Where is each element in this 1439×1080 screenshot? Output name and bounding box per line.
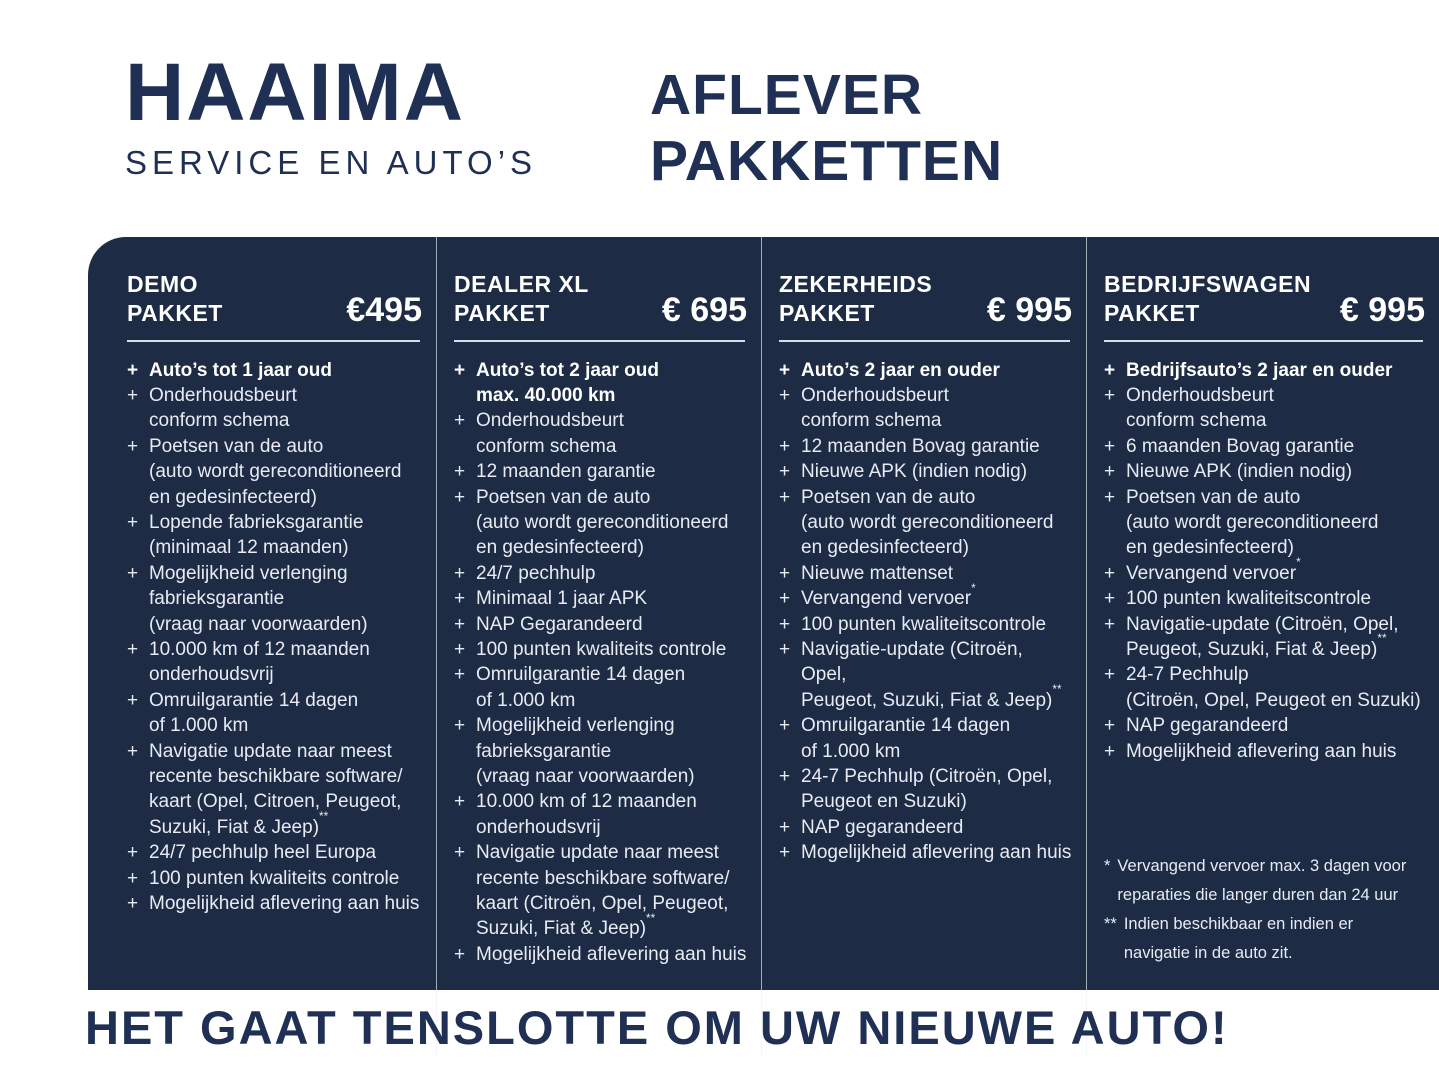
package-item: [127, 637, 422, 688]
packages-panel: [88, 237, 1439, 990]
footnote-ref: **: [319, 810, 329, 824]
package-item-text: 100 punten kwaliteits controle: [149, 867, 400, 889]
plus-icon: +: [779, 588, 791, 610]
package-item-text: 100 punten kwaliteits controle: [476, 638, 727, 660]
plus-icon: +: [454, 715, 466, 737]
package-item-text: 24-7 Pechhulp (Citroën, Opel, Peugeot en Suzuki): [801, 766, 1053, 813]
footnote-marker: **: [1104, 915, 1117, 933]
package-item: [454, 789, 747, 840]
package-item: [454, 637, 747, 662]
package-item-text: Mogelijkheid aflevering aan huis: [1126, 740, 1397, 762]
plus-icon: +: [127, 867, 139, 889]
package-item-text: Vervangend vervoer*: [1126, 556, 1301, 584]
package-divider: [1104, 340, 1423, 342]
package-item: [454, 713, 747, 789]
plus-icon: +: [779, 766, 791, 787]
package-item-text: 12 maanden Bovag garantie: [801, 435, 1040, 457]
package-item: [127, 510, 422, 561]
package-column-4: [1086, 237, 1439, 1055]
package-divider: [127, 340, 420, 342]
package-item: [454, 662, 747, 713]
package-item: [779, 581, 1072, 611]
footnote-text: Indien beschikbaar en indien er navigatie in de auto zit.: [1123, 915, 1354, 962]
footnote: [1104, 852, 1425, 910]
package-divider: [454, 340, 745, 342]
package-item: [779, 764, 1072, 815]
plus-icon: +: [1104, 562, 1116, 584]
package-item-text: Onderhoudsbeurt conform schema: [476, 410, 624, 457]
package-item: [1104, 662, 1425, 713]
package-item-text: Navigatie-update (Citroën, Opel, Peugeot, Suzuki, Fiat & Jeep)**: [1126, 613, 1399, 660]
plus-icon: +: [1104, 461, 1116, 483]
package-item: [779, 561, 1072, 586]
package-header: [127, 270, 422, 328]
package-item: [454, 612, 747, 637]
package-item: [127, 891, 422, 916]
plus-icon: +: [779, 638, 791, 660]
brand-logo: [125, 47, 538, 182]
package-item: [454, 942, 747, 967]
plus-icon: +: [779, 486, 791, 508]
plus-icon: +: [127, 842, 139, 864]
footnote-ref: *: [1296, 556, 1301, 570]
package-item: [454, 459, 747, 484]
package-item-text: 24/7 pechhulp heel Europa: [149, 842, 377, 864]
plus-icon: +: [454, 842, 466, 864]
package-item-text: Lopende fabrieksgarantie (minimaal 12 maanden): [149, 511, 364, 559]
plus-icon: +: [127, 359, 139, 381]
package-item-text: Mogelijkheid verlenging fabrieksgarantie (vraag naar voorwaarden): [476, 715, 695, 787]
plus-icon: +: [127, 689, 139, 711]
package-item-text: 10.000 km of 12 maanden onderhoudsvrij: [476, 791, 697, 838]
package-price: €495: [346, 290, 422, 329]
package-item: [127, 434, 422, 510]
package-name: BEDRIJFSWAGEN PAKKET: [1104, 271, 1312, 326]
package-item: [454, 840, 747, 942]
package-column-2: [436, 237, 761, 1055]
package-item: [779, 840, 1072, 865]
plus-icon: +: [1104, 613, 1116, 635]
plus-icon: +: [454, 359, 466, 381]
plus-icon: +: [779, 359, 791, 381]
footnote-ref: **: [1377, 632, 1387, 646]
package-item: [127, 739, 422, 841]
package-name: DEMO PAKKET: [127, 271, 223, 326]
page-title: [650, 62, 1003, 194]
plus-icon: +: [454, 664, 466, 686]
package-item: [1104, 586, 1425, 611]
package-item-text: Nieuwe APK (indien nodig): [801, 461, 1028, 483]
plus-icon: +: [1104, 435, 1116, 457]
package-item-text: Poetsen van de auto (auto wordt gereconditioneerd en gedesinfecteerd): [1126, 486, 1379, 559]
package-divider: [779, 340, 1070, 342]
package-item-text: Auto’s 2 jaar en ouder: [801, 359, 1000, 381]
package-item-text: Poetsen van de auto (auto wordt gereconditioneerd en gedesinfecteerd): [149, 435, 402, 508]
package-header: [779, 270, 1072, 328]
package-item-text: 10.000 km of 12 maanden onderhoudsvrij: [149, 638, 370, 686]
package-item: [454, 485, 747, 561]
package-item-text: 100 punten kwaliteitscontrole: [1126, 588, 1372, 610]
plus-icon: +: [779, 384, 791, 406]
plus-icon: +: [454, 791, 466, 813]
package-item: [1104, 383, 1425, 434]
package-item-text: NAP gegarandeerd: [801, 816, 964, 838]
package-item-text: Onderhoudsbeurt conform schema: [1126, 384, 1274, 432]
page-title-line1: AFLEVER: [650, 63, 924, 127]
plus-icon: +: [454, 461, 466, 483]
package-item-text: Omruilgarantie 14 dagen of 1.000 km: [149, 689, 359, 737]
plus-icon: +: [1104, 740, 1116, 762]
package-item: [779, 358, 1072, 383]
plus-icon: +: [779, 435, 791, 457]
footer-slogan: HET GAAT TENSLOTTE OM UW NIEUWE AUTO!: [85, 1001, 1229, 1054]
package-item-text: Auto’s tot 2 jaar oud max. 40.000 km: [476, 359, 659, 406]
package-item: [127, 866, 422, 891]
package-header: [454, 270, 747, 328]
package-item-text: Mogelijkheid aflevering aan huis: [476, 943, 747, 965]
plus-icon: +: [1104, 715, 1116, 737]
package-item: [454, 408, 747, 459]
package-item: [1104, 459, 1425, 484]
package-item-text: 100 punten kwaliteitscontrole: [801, 613, 1047, 635]
package-item-list: [779, 358, 1072, 866]
plus-icon: +: [779, 562, 791, 584]
package-item-text: 24/7 pechhulp: [476, 562, 596, 584]
package-item: [1104, 612, 1425, 663]
footnote-text: Vervangend vervoer max. 3 dagen voor reparaties die langer duren dan 24 uur: [1117, 857, 1407, 904]
plus-icon: +: [779, 715, 791, 737]
package-item: [779, 485, 1072, 561]
plus-icon: +: [127, 562, 139, 584]
package-item-text: Poetsen van de auto (auto wordt gereconditioneerd en gedesinfecteerd): [476, 486, 729, 559]
package-item: [127, 840, 422, 865]
package-footnotes: [1104, 852, 1425, 968]
plus-icon: +: [127, 511, 139, 533]
plus-icon: +: [1104, 664, 1116, 686]
package-item: [779, 612, 1072, 637]
plus-icon: +: [779, 461, 791, 483]
package-item: [779, 637, 1072, 713]
plus-icon: +: [454, 638, 466, 660]
package-item-text: 24-7 Pechhulp (Citroën, Opel, Peugeot en Suzuki): [1126, 664, 1421, 711]
package-item-list: [127, 358, 422, 917]
package-price: € 695: [661, 290, 747, 329]
plus-icon: +: [127, 893, 139, 915]
package-item-text: Omruilgarantie 14 dagen of 1.000 km: [801, 715, 1011, 762]
package-item-list: [1104, 358, 1425, 765]
package-item-text: 6 maanden Bovag garantie: [1126, 435, 1355, 457]
package-price: € 995: [986, 290, 1072, 329]
brand-name: HAAIMA: [125, 47, 465, 138]
plus-icon: +: [454, 410, 466, 432]
plus-icon: +: [127, 740, 139, 762]
plus-icon: +: [454, 943, 466, 965]
package-item-text: Bedrijfsauto’s 2 jaar en ouder: [1126, 359, 1393, 381]
package-column-3: [761, 237, 1086, 1055]
plus-icon: +: [779, 613, 791, 635]
package-column-1: [88, 237, 436, 1055]
package-item: [779, 434, 1072, 459]
package-item: [1104, 434, 1425, 459]
package-name: DEALER XL PAKKET: [454, 271, 589, 326]
plus-icon: +: [454, 588, 466, 610]
footnote: [1104, 910, 1425, 968]
package-item-text: Minimaal 1 jaar APK: [476, 588, 648, 610]
package-item: [779, 713, 1072, 764]
package-item: [127, 688, 422, 739]
package-item: [1104, 713, 1425, 738]
package-item-text: Mogelijkheid aflevering aan huis: [149, 893, 420, 915]
plus-icon: +: [127, 384, 139, 406]
footnote-ref: *: [971, 581, 976, 595]
package-item: [1104, 485, 1425, 561]
footnote-ref: **: [646, 911, 656, 925]
plus-icon: +: [779, 816, 791, 838]
package-item-text: Vervangend vervoer*: [801, 581, 976, 610]
package-item: [127, 358, 422, 383]
package-item-text: Mogelijkheid verlenging fabrieksgarantie (vraag naar voorwaarden): [149, 562, 368, 635]
package-item: [1104, 556, 1425, 586]
package-item-text: Navigatie update naar meest recente beschikbare software/ kaart (Opel, Citroen, Peugeot, Suzuki, Fiat & Jeep)**: [149, 740, 403, 838]
package-item: [779, 459, 1072, 484]
plus-icon: +: [1104, 588, 1116, 610]
plus-icon: +: [454, 562, 466, 584]
package-item: [779, 815, 1072, 840]
package-item: [1104, 358, 1425, 383]
package-item-text: Onderhoudsbeurt conform schema: [801, 384, 949, 432]
package-item-text: 12 maanden garantie: [476, 461, 656, 483]
plus-icon: +: [454, 486, 466, 508]
package-item: [454, 561, 747, 586]
package-item: [127, 561, 422, 637]
package-item-text: Nieuwe mattenset: [801, 562, 954, 584]
plus-icon: +: [1104, 486, 1116, 508]
package-item-text: NAP Gegarandeerd: [476, 613, 643, 635]
package-item: [454, 586, 747, 611]
footnote-ref: **: [1052, 683, 1062, 697]
brand-tagline: SERVICE EN AUTO’S: [125, 144, 538, 181]
plus-icon: +: [127, 435, 139, 457]
package-item-text: Omruilgarantie 14 dagen of 1.000 km: [476, 664, 686, 711]
package-item-text: NAP gegarandeerd: [1126, 715, 1289, 737]
plus-icon: +: [127, 638, 139, 660]
package-item: [779, 383, 1072, 434]
package-header: [1104, 270, 1425, 328]
package-price: € 995: [1339, 290, 1425, 329]
package-item-text: Mogelijkheid aflevering aan huis: [801, 842, 1072, 864]
package-item: [454, 358, 747, 409]
plus-icon: +: [454, 613, 466, 635]
package-item-text: Onderhoudsbeurt conform schema: [149, 384, 297, 432]
plus-icon: +: [1104, 359, 1116, 381]
package-item-text: Auto’s tot 1 jaar oud: [149, 359, 332, 381]
page-title-line2: PAKKETTEN: [650, 129, 1004, 194]
package-item-list: [454, 358, 747, 968]
package-name: ZEKERHEIDS PAKKET: [779, 271, 933, 326]
plus-icon: +: [1104, 384, 1116, 406]
package-item-text: Navigatie-update (Citroën, Opel, Peugeot, Suzuki, Fiat & Jeep)**: [801, 638, 1062, 711]
package-item-text: Poetsen van de auto (auto wordt gereconditioneerd en gedesinfecteerd): [801, 486, 1054, 559]
package-item-text: Nieuwe APK (indien nodig): [1126, 461, 1353, 483]
package-item-text: Navigatie update naar meest recente beschikbare software/ kaart (Citroën, Opel, Peugeot, Suzuki, Fiat & Jeep)**: [476, 842, 730, 940]
package-item: [127, 383, 422, 434]
plus-icon: +: [779, 842, 791, 864]
package-item: [1104, 739, 1425, 764]
footnote-marker: *: [1104, 857, 1111, 875]
